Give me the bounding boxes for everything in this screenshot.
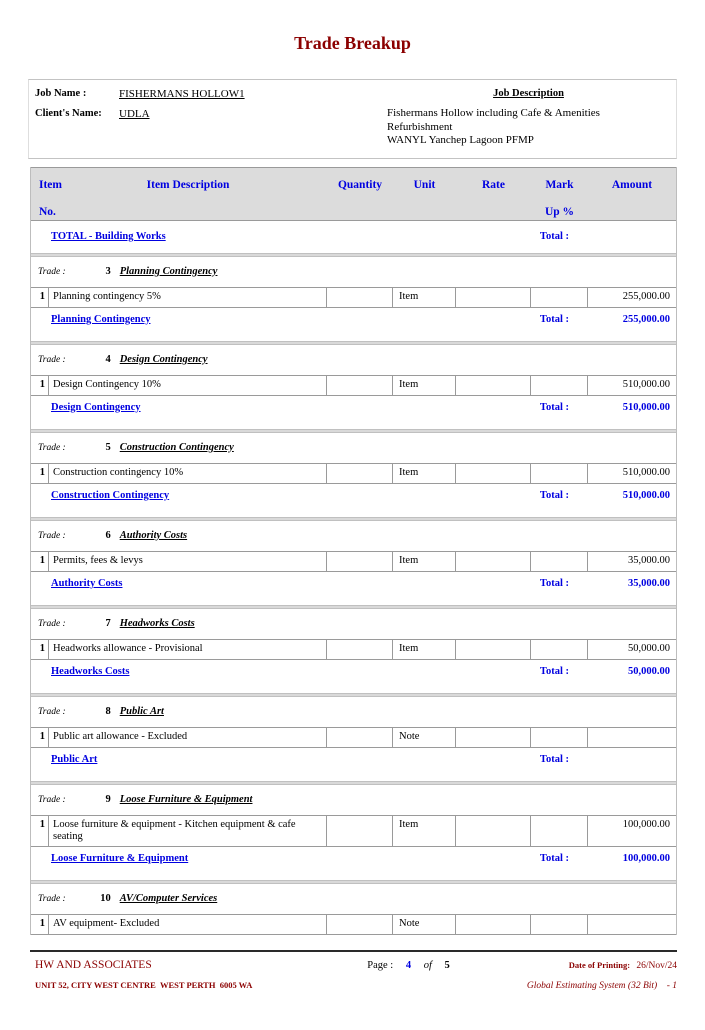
trade-items xyxy=(31,914,676,935)
page-title: Trade Breakup xyxy=(294,33,411,53)
trade-header-row xyxy=(31,618,676,633)
trade-total-row xyxy=(31,309,676,330)
item-quantity-cell xyxy=(327,288,393,307)
trade-header-row xyxy=(31,794,676,809)
item-description-cell: Public art allowance - Excluded xyxy=(49,728,327,747)
grand-total-label: Total : xyxy=(539,231,569,242)
header-no: No. xyxy=(39,205,56,218)
trade-name: AV/Computer Services xyxy=(119,892,218,904)
item-markup-cell xyxy=(531,816,588,846)
spacer xyxy=(31,330,676,341)
item-number-cell: 1 xyxy=(31,464,49,483)
trade-number: 8 xyxy=(105,705,111,717)
header-description: Item Description xyxy=(146,178,230,191)
trade-total-row xyxy=(31,661,676,682)
job-name-label: Job Name : xyxy=(35,88,87,99)
item-row xyxy=(31,914,676,935)
trade-label: Trade : xyxy=(38,354,66,365)
trade-label: Trade : xyxy=(38,794,66,805)
item-row xyxy=(31,375,676,396)
job-description-block xyxy=(387,88,670,148)
item-markup-cell xyxy=(531,728,588,747)
trade-section xyxy=(31,530,676,609)
item-rate-cell xyxy=(456,915,531,934)
trade-total-row xyxy=(31,485,676,506)
trade-total-amount: 100,000.00 xyxy=(622,852,670,864)
header-mark: Mark xyxy=(545,178,574,191)
trade-items xyxy=(31,463,676,484)
trade-total-name: Loose Furniture & Equipment xyxy=(51,852,189,864)
item-markup-cell xyxy=(531,552,588,571)
item-rate-cell xyxy=(456,728,531,747)
item-rate-cell xyxy=(456,640,531,659)
item-description-cell: Loose furniture & equipment - Kitchen equipment & cafe seating xyxy=(49,816,327,846)
item-markup-cell xyxy=(531,915,588,934)
trade-items xyxy=(31,727,676,748)
trade-number: 9 xyxy=(105,793,111,805)
page-indicator xyxy=(320,960,497,971)
item-markup-cell xyxy=(531,376,588,395)
trade-section xyxy=(31,794,676,884)
item-amount-cell: 100,000.00 xyxy=(622,818,670,830)
spacer xyxy=(31,506,676,517)
page-number: 4 xyxy=(405,959,412,971)
trade-total-label: Total : xyxy=(539,489,569,501)
trade-items xyxy=(31,375,676,396)
trade-breakup-table xyxy=(30,167,677,935)
trade-name: Construction Contingency xyxy=(119,441,234,453)
footer-rule xyxy=(30,950,677,952)
item-quantity-cell xyxy=(327,376,393,395)
trade-total-label: Total : xyxy=(539,753,569,765)
item-quantity-cell xyxy=(327,552,393,571)
date-of-printing-value: 26/Nov/24 xyxy=(636,960,677,971)
trade-total-name: Construction Contingency xyxy=(51,489,170,501)
job-name-row xyxy=(35,88,387,100)
spacer xyxy=(31,770,676,781)
trade-sections xyxy=(31,266,676,935)
grand-total-section xyxy=(31,225,676,257)
grand-total-name: TOTAL - Building Works xyxy=(51,231,166,242)
spacer xyxy=(31,682,676,693)
item-number-cell: 1 xyxy=(31,728,49,747)
item-unit-cell: Item xyxy=(393,288,456,307)
trade-total-amount: 510,000.00 xyxy=(622,489,670,501)
trade-label: Trade : xyxy=(38,530,66,541)
item-unit-cell: Item xyxy=(393,640,456,659)
trade-total-amount: 50,000.00 xyxy=(628,665,670,677)
footer-row-1 xyxy=(30,959,677,971)
item-amount-cell xyxy=(588,915,676,934)
item-description-cell: Construction contingency 10% xyxy=(49,464,327,483)
trade-header-row xyxy=(31,706,676,721)
footer-row-2 xyxy=(30,980,677,991)
item-markup-cell xyxy=(531,640,588,659)
trade-name: Headworks Costs xyxy=(119,617,195,629)
item-number-cell: 1 xyxy=(31,376,49,395)
item-amount-cell: 255,000.00 xyxy=(622,290,670,302)
trade-section xyxy=(31,706,676,785)
trade-items xyxy=(31,639,676,660)
trade-total-amount: 255,000.00 xyxy=(622,313,670,325)
header-row-1 xyxy=(31,175,676,195)
item-rate-cell xyxy=(456,816,531,846)
item-amount-cell: 510,000.00 xyxy=(622,378,670,390)
section-separator xyxy=(31,253,676,257)
section-separator xyxy=(31,605,676,609)
trade-header-row xyxy=(31,893,676,908)
trade-label: Trade : xyxy=(38,893,66,904)
trade-section xyxy=(31,618,676,697)
item-quantity-cell xyxy=(327,464,393,483)
client-name-value: UDLA xyxy=(119,108,150,120)
item-row xyxy=(31,287,676,308)
client-name-label: Client's Name: xyxy=(35,108,102,119)
page-of-label: of xyxy=(423,959,432,971)
trade-section xyxy=(31,442,676,521)
trade-label: Trade : xyxy=(38,618,66,629)
trade-number: 7 xyxy=(105,617,111,629)
item-number-cell: 1 xyxy=(31,552,49,571)
trade-total-name: Planning Contingency xyxy=(51,313,151,325)
trade-items xyxy=(31,287,676,308)
date-of-printing-label: Date of Printing: xyxy=(568,959,631,970)
trade-total-amount: 35,000.00 xyxy=(628,577,670,589)
system-label: Global Estimating System (32 Bit) - 1 xyxy=(526,980,677,991)
header-item: Item xyxy=(39,178,62,191)
table-column-headers xyxy=(31,167,676,221)
item-quantity-cell xyxy=(327,640,393,659)
trade-header-row xyxy=(31,530,676,545)
item-rate-cell xyxy=(456,552,531,571)
company-address: UNIT 52, CITY WEST CENTRE WEST PERTH 6005 WA xyxy=(35,979,253,990)
report-page xyxy=(0,33,705,1030)
header-rate: Rate xyxy=(482,178,505,191)
trade-total-label: Total : xyxy=(539,313,569,325)
section-separator xyxy=(31,880,676,884)
item-row xyxy=(31,727,676,748)
item-description-cell: AV equipment- Excluded xyxy=(49,915,327,934)
job-info-left xyxy=(35,88,387,148)
item-quantity-cell xyxy=(327,816,393,846)
item-unit-cell: Note xyxy=(393,915,456,934)
spacer xyxy=(31,869,676,880)
trade-total-name: Authority Costs xyxy=(51,577,123,589)
trade-number: 5 xyxy=(105,441,111,453)
item-quantity-cell xyxy=(327,728,393,747)
header-row-2 xyxy=(31,202,676,222)
item-number-cell: 1 xyxy=(31,288,49,307)
section-separator xyxy=(31,517,676,521)
company-name: HW AND ASSOCIATES xyxy=(35,958,152,971)
trade-total-name: Public Art xyxy=(51,753,98,765)
trade-name: Authority Costs xyxy=(119,529,188,541)
item-row xyxy=(31,815,676,847)
job-description-line: Refurbishment xyxy=(387,120,453,133)
trade-total-label: Total : xyxy=(539,577,569,589)
item-rate-cell xyxy=(456,464,531,483)
trade-number: 6 xyxy=(105,529,111,541)
item-unit-cell: Item xyxy=(393,376,456,395)
trade-total-row xyxy=(31,573,676,594)
item-amount-cell: 510,000.00 xyxy=(622,466,670,478)
trade-total-label: Total : xyxy=(539,852,569,864)
header-quantity: Quantity xyxy=(337,178,383,191)
item-amount-cell: 50,000.00 xyxy=(628,642,670,654)
job-name-value: FISHERMANS HOLLOW1 xyxy=(119,88,245,100)
item-row xyxy=(31,463,676,484)
header-up-percent: Up % xyxy=(544,205,575,218)
item-description-cell: Headworks allowance - Provisional xyxy=(49,640,327,659)
item-rate-cell xyxy=(456,376,531,395)
item-number-cell: 1 xyxy=(31,816,49,846)
item-description-cell: Design Contingency 10% xyxy=(49,376,327,395)
trade-section xyxy=(31,354,676,433)
job-description-line: Fishermans Hollow including Cafe & Amenities xyxy=(387,107,600,119)
section-separator xyxy=(31,693,676,697)
trade-total-name: Design Contingency xyxy=(51,401,141,413)
item-markup-cell xyxy=(531,288,588,307)
page-footer xyxy=(30,950,677,991)
trade-total-amount: 510,000.00 xyxy=(622,401,670,413)
trade-header-row xyxy=(31,266,676,281)
trade-number: 3 xyxy=(105,265,111,277)
item-quantity-cell xyxy=(327,915,393,934)
trade-number: 4 xyxy=(105,353,111,365)
trade-name: Design Contingency xyxy=(119,353,208,365)
trade-section xyxy=(31,893,676,935)
trade-header-row xyxy=(31,442,676,457)
item-amount-cell xyxy=(588,728,676,747)
trade-header-row xyxy=(31,354,676,369)
trade-total-row xyxy=(31,749,676,770)
header-unit: Unit xyxy=(413,178,436,191)
trade-label: Trade : xyxy=(38,442,66,453)
spacer xyxy=(31,594,676,605)
grand-total-row xyxy=(31,225,676,249)
item-unit-cell: Item xyxy=(393,464,456,483)
item-number-cell: 1 xyxy=(31,640,49,659)
item-markup-cell xyxy=(531,464,588,483)
section-separator xyxy=(31,781,676,785)
client-name-row xyxy=(35,108,387,120)
page-label: Page : xyxy=(367,959,394,971)
trade-total-row xyxy=(31,848,676,869)
job-description-label: Job Description xyxy=(493,88,564,99)
item-description-cell: Permits, fees & levys xyxy=(49,552,327,571)
trade-name: Planning Contingency xyxy=(119,265,218,277)
trade-items xyxy=(31,551,676,572)
item-description-cell: Planning contingency 5% xyxy=(49,288,327,307)
item-number-cell: 1 xyxy=(31,915,49,934)
trade-label: Trade : xyxy=(38,706,66,717)
header-amount: Amount xyxy=(611,178,653,191)
trade-total-row xyxy=(31,397,676,418)
job-info-box xyxy=(28,79,677,159)
trade-total-label: Total : xyxy=(539,401,569,413)
page-total: 5 xyxy=(444,959,450,971)
section-separator xyxy=(31,341,676,345)
trade-total-name: Headworks Costs xyxy=(51,665,130,677)
item-unit-cell: Item xyxy=(393,816,456,846)
trade-name: Public Art xyxy=(119,705,164,717)
date-of-printing xyxy=(497,960,677,971)
trade-section xyxy=(31,266,676,345)
trade-label: Trade : xyxy=(38,266,66,277)
section-separator xyxy=(31,429,676,433)
spacer xyxy=(31,418,676,429)
item-row xyxy=(31,639,676,660)
item-unit-cell: Item xyxy=(393,552,456,571)
item-amount-cell: 35,000.00 xyxy=(628,554,670,566)
trade-number: 10 xyxy=(100,892,111,904)
trade-total-label: Total : xyxy=(539,665,569,677)
item-unit-cell: Note xyxy=(393,728,456,747)
trade-name: Loose Furniture & Equipment xyxy=(119,793,253,805)
trade-items xyxy=(31,815,676,847)
item-row xyxy=(31,551,676,572)
item-rate-cell xyxy=(456,288,531,307)
job-description-line: WANYL Yanchep Lagoon PFMP xyxy=(387,134,534,146)
